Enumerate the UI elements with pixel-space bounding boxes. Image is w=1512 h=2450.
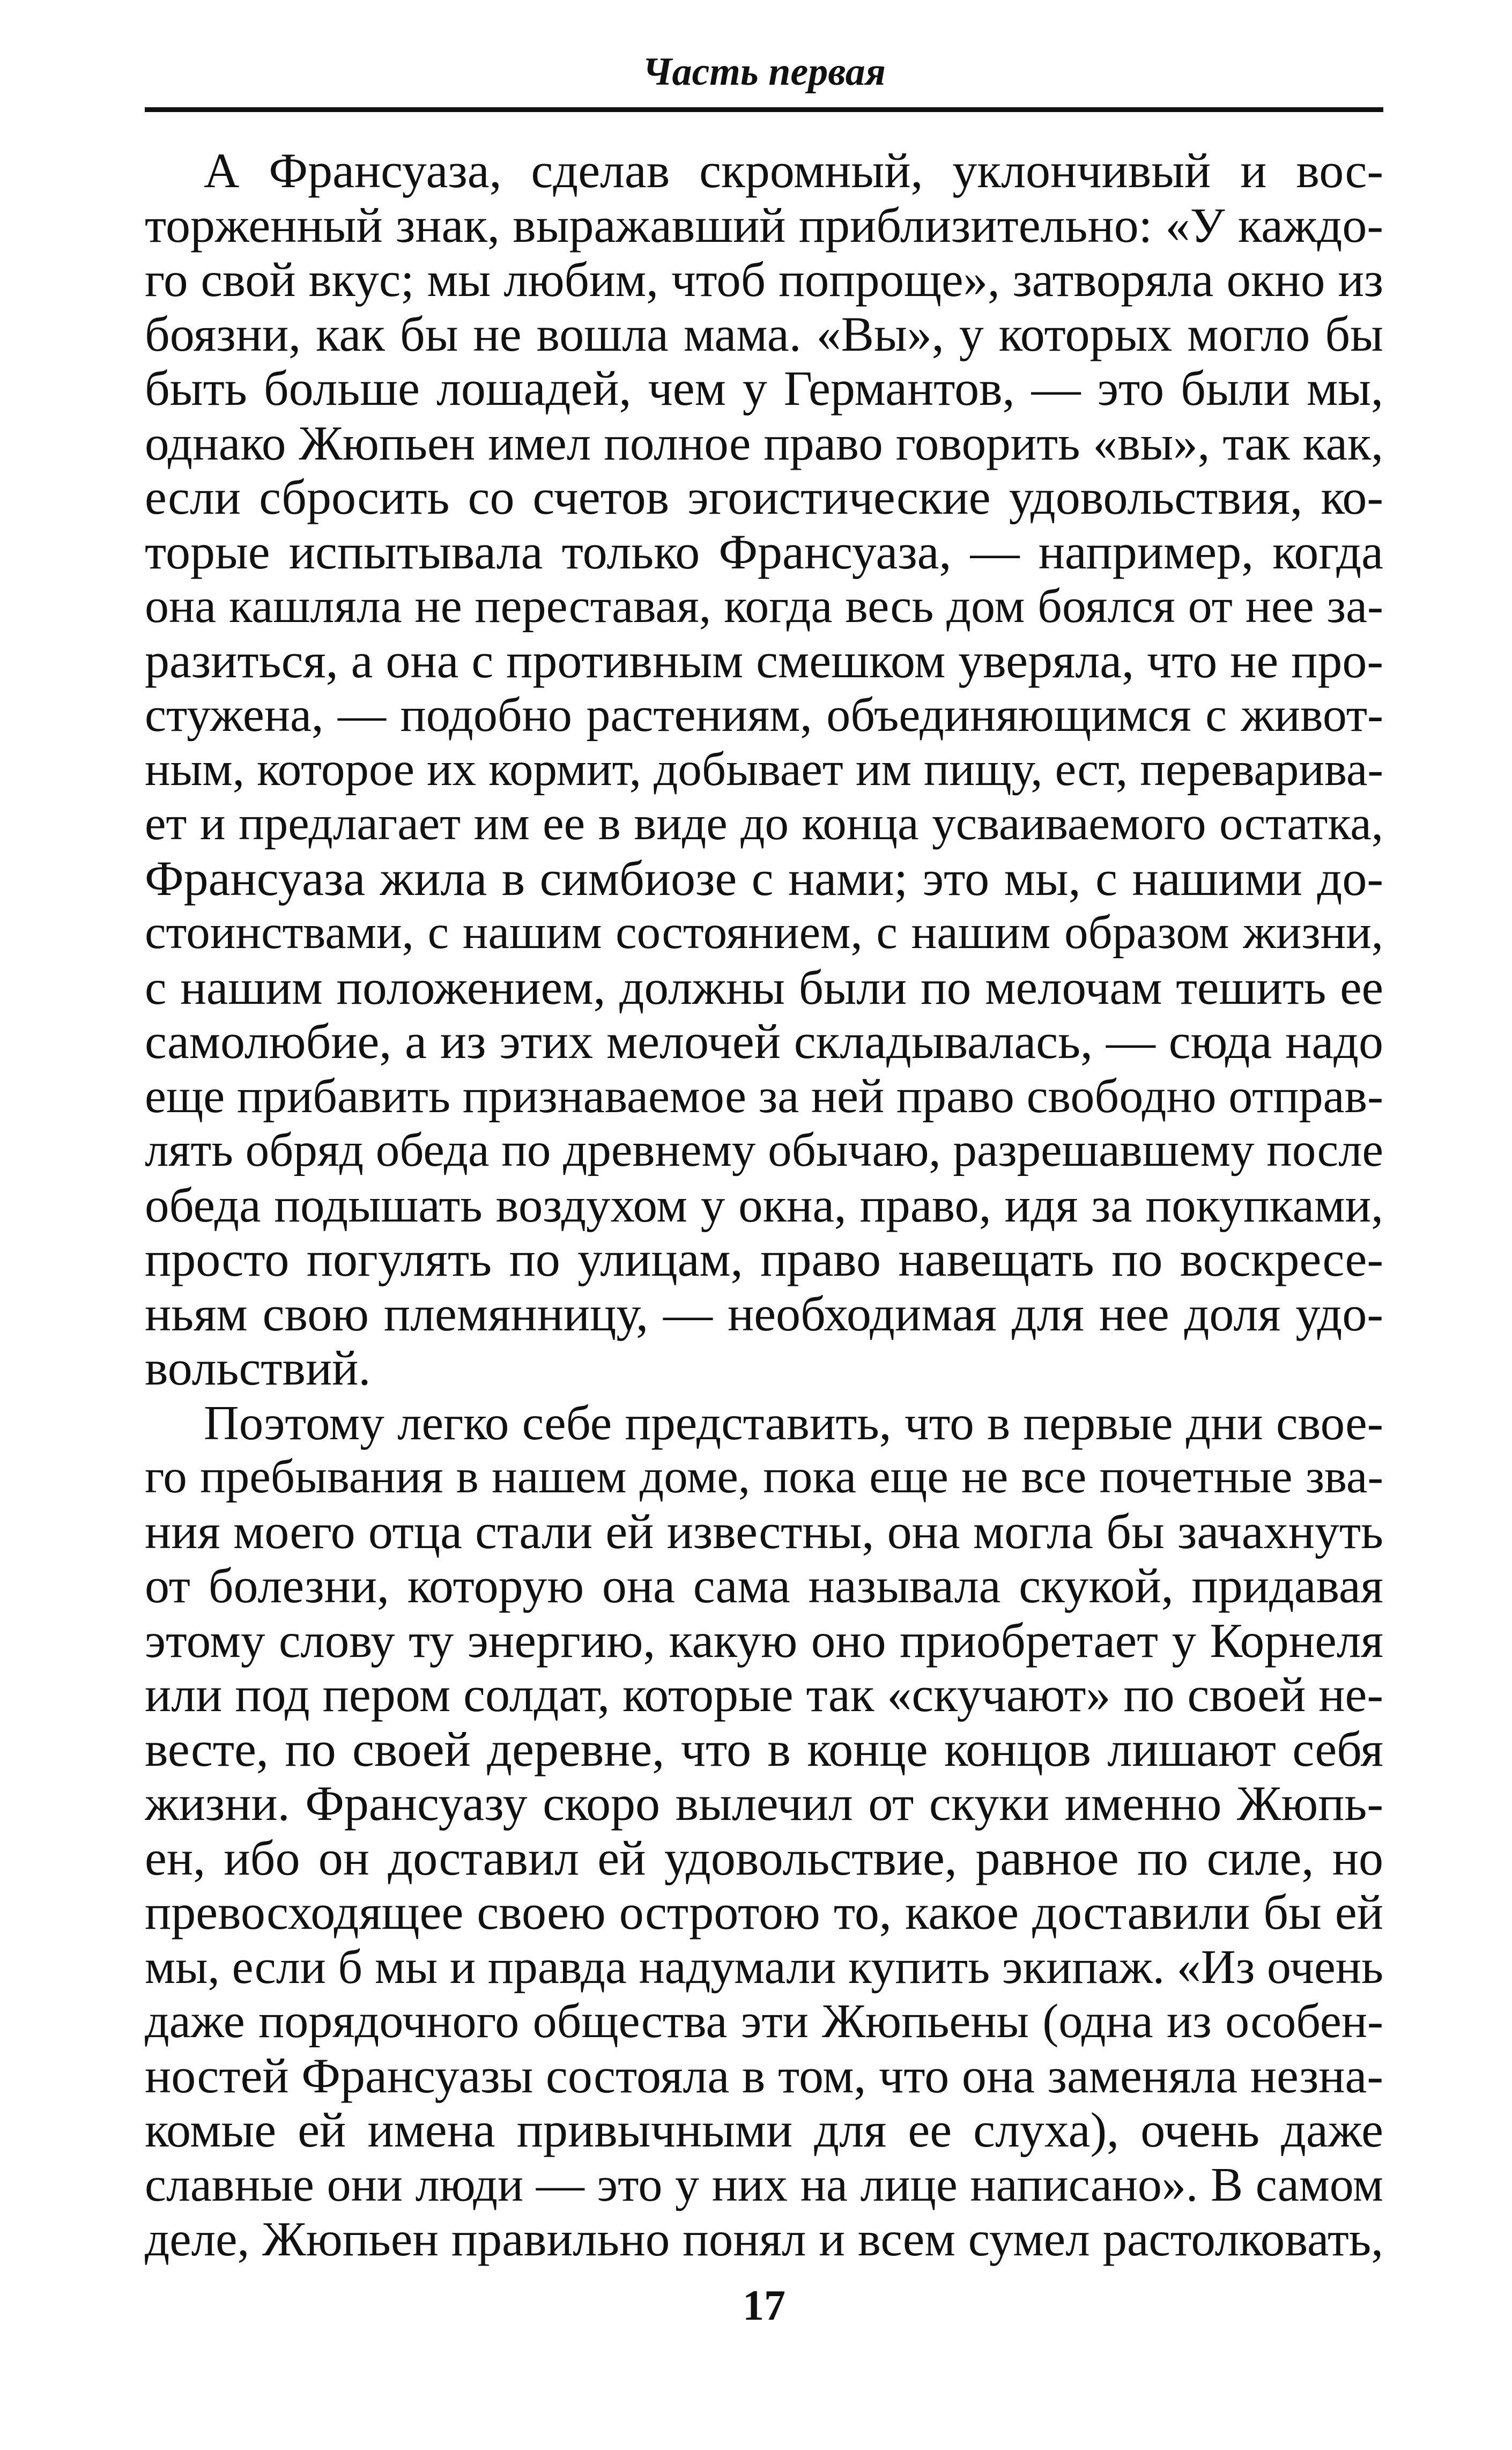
text-line: жизни. Франсуазу скоро вылечил от скуки именно Жюпь- — [145, 1777, 1383, 1831]
text-line: боязни, как бы не вошла мама. «Вы», у которых могло бы — [145, 307, 1383, 361]
text-line: Франсуаза жила в симбиозе с нами; это мы, с нашими до- — [145, 851, 1383, 906]
text-line: ет и предлагает им ее в виде до конца усваиваемого остатка, — [145, 797, 1383, 850]
text-line: мы, если б мы и правда надумали купить экипаж. «Из очень — [145, 1940, 1383, 1994]
text-line: торые испытывала только Франсуаза, — например, когда — [145, 524, 1383, 579]
main-text — [145, 144, 1383, 2267]
text-line: славные они люди — это у них на лице написано». В самом — [145, 2158, 1383, 2211]
text-line: с нашим положением, должны были по мелочам тешить ее — [145, 960, 1383, 1015]
text-line: ния моего отца стали ей известны, она могла бы зачахнуть — [145, 1504, 1383, 1559]
text-line: весте, по своей деревне, что в конце концов лишают себя — [145, 1722, 1383, 1777]
text-line: этому слову ту энергию, какую оно приобретает у Корнеля — [145, 1613, 1383, 1668]
text-line: она кашляла не переставая, когда весь дом боялся от нее за- — [145, 580, 1383, 633]
text-line: превосходящее своею остротою то, какое доставили бы ей — [145, 1885, 1383, 1940]
text-line: если сбросить со счетов эгоистические удовольствия, ко- — [145, 470, 1383, 524]
text-line: го пребывания в нашем доме, пока еще не все почетные зва- — [145, 1450, 1383, 1503]
page-number: 17 — [743, 2282, 785, 2329]
text-line: просто погулять по улицам, право навещать по воскресе- — [145, 1232, 1383, 1286]
paragraph-1 — [145, 144, 1383, 1396]
text-line: стужена, — подобно растениям, объединяющимся с живот- — [145, 689, 1383, 742]
text-line: комые ей имена привычными для ее слуха), очень даже — [145, 2103, 1383, 2157]
text-line: вольствий. — [145, 1341, 371, 1395]
text-line: ным, которое их кормит, добывает им пищу, ест, переварива- — [145, 743, 1383, 796]
running-head: Часть первая — [642, 50, 886, 94]
text-line: быть больше лошадей, чем у Германтов, — это были мы, — [145, 361, 1383, 416]
text-line: го свой вкус; мы любим, чтоб попроще», затворяла окно из — [145, 253, 1383, 307]
text-line: обеда подышать воздухом у окна, право, идя за покупками, — [145, 1178, 1383, 1232]
text-line: от болезни, которую она сама называла скукой, придавая — [145, 1559, 1383, 1613]
text-line: еще прибавить признаваемое за ней право свободно отправ- — [145, 1069, 1383, 1123]
text-line: ен, ибо он доставил ей удовольствие, равное по силе, но — [145, 1831, 1383, 1885]
text-line: лять обряд обеда по древнему обычаю, разрешавшему после — [145, 1124, 1383, 1176]
text-line: даже порядочного общества эти Жюпьены (одна из особен- — [145, 1995, 1383, 2048]
text-line: Поэтому легко себе представить, что в первые дни свое- — [204, 1395, 1383, 1450]
paragraph-2 — [145, 1396, 1383, 2267]
text-line: самолюбие, а из этих мелочей складывалась, — сюда надо — [145, 1015, 1383, 1069]
text-line: или под пером солдат, которые так «скучают» по своей не- — [145, 1668, 1383, 1722]
header-rule — [145, 107, 1383, 112]
text-line: однако Жюпьен имел полное право говорить «вы», так как, — [145, 416, 1383, 470]
text-line: ностей Франсуазы состояла в том, что она заменяла незна- — [145, 2048, 1383, 2103]
text-line: стоинствами, с нашим состоянием, с нашим образом жизни, — [145, 906, 1383, 959]
text-line: разиться, а она с противным смешком уверяла, что не про- — [145, 633, 1383, 688]
text-line: деле, Жюпьен правильно понял и всем сумел растолковать, — [145, 2212, 1383, 2266]
text-line: торженный знак, выражавший приблизительно: «У каждо- — [145, 198, 1383, 253]
text-line: ньям свою племянницу, — необходимая для нее доля удо- — [145, 1286, 1383, 1341]
text-line: А Франсуаза, сделав скромный, уклончивый и вос- — [204, 144, 1383, 198]
